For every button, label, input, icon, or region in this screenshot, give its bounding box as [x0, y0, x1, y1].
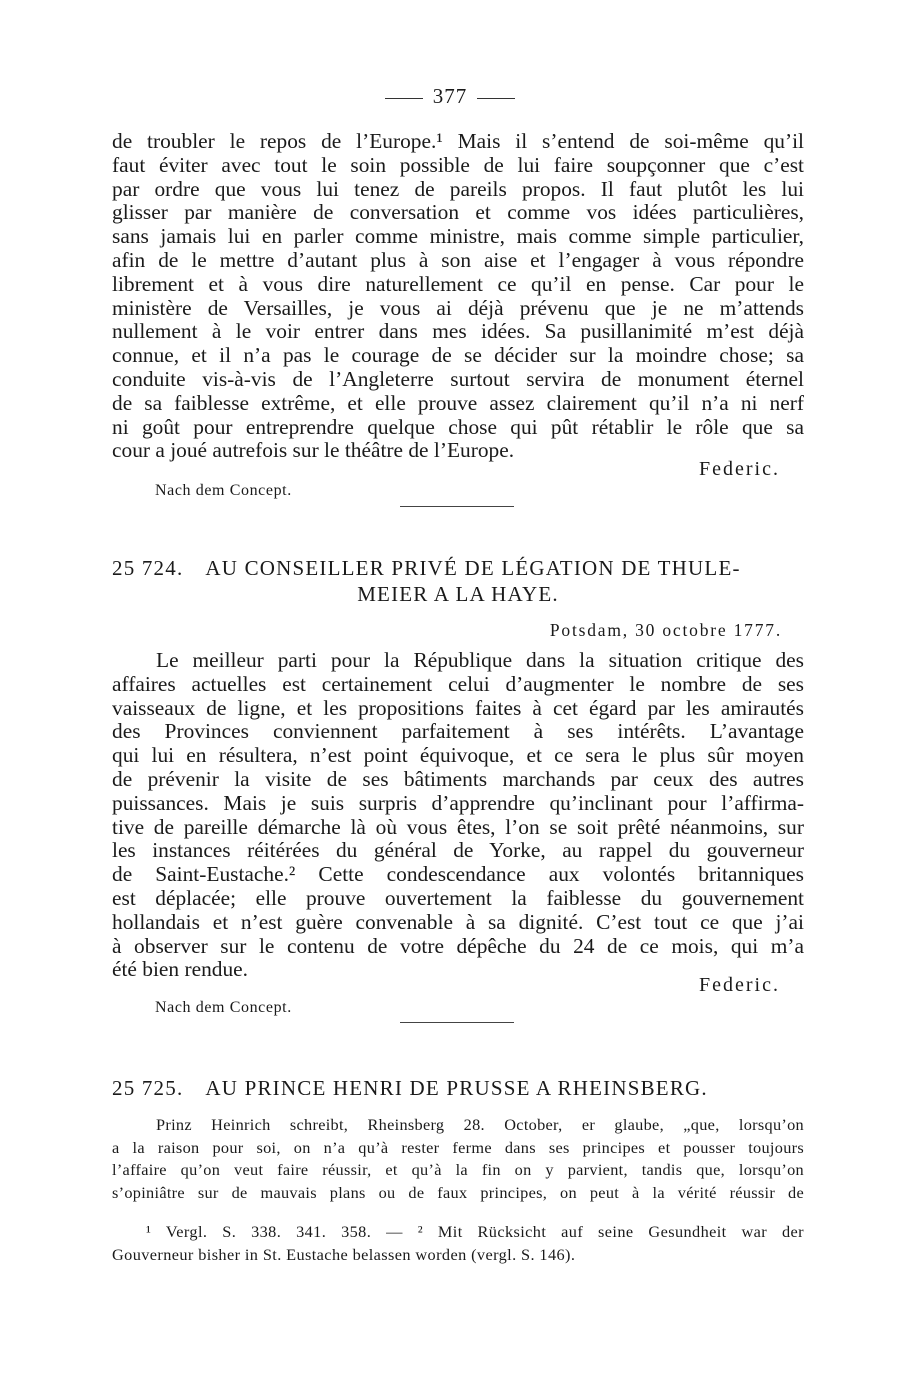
text-line: l’affaire qu’on veut faire réussir, et qu’à la fin on y parvient, tandis que, lorsqu’on [112, 1160, 804, 1180]
footnote-line: ¹ Vergl. S. 338. 341. 358. — ² Mit Rücksicht auf seine Gesundheit war der [146, 1222, 804, 1241]
text-line: les instances réitérées du général de Yorke, au rappel du gouverneur [112, 838, 804, 863]
footnotes [112, 1220, 804, 1266]
text-line: Prinz Heinrich schreibt, Rheinsberg 28. October, er glaube, „que, lorsqu’on [156, 1115, 804, 1134]
letter-2-heading [112, 556, 804, 607]
letter-1-signature: Federic. [699, 458, 780, 480]
letter-3-summary [112, 1114, 804, 1205]
text-line: été bien rendue. [112, 957, 248, 982]
page-number [0, 84, 900, 109]
text-line: nullement à le voir entrer dans mes idées. Sa pusillanimité m’est déjà [112, 319, 804, 344]
letter-heading-line2: MEIER A LA HAYE. [357, 582, 559, 606]
footnote-line: Gouverneur bisher in St. Eustache belassen worden (vergl. S. 146). [112, 1245, 576, 1264]
text-line: ni goût pour entreprendre quelque chose qui pût rétablir le rôle que sa [112, 414, 804, 439]
text-line: a la raison pour soi, on n’a qu’à rester ferme dans ses principes et pousser toujours [112, 1137, 804, 1157]
text-line: est déplacée; elle prouve ouvertement la faiblesse du gouvernement [112, 885, 804, 910]
page-number-rule-left [385, 98, 423, 99]
text-line: tive de pareille démarche là où vous êtes, l’on se soit prêté néanmoins, sur [112, 814, 804, 839]
text-line: de Saint-Eustache.² Cette condescendance aux volontés britanniques [112, 862, 804, 887]
text-line: afin de le mettre d’autant plus à son aise et l’engager à vous répondre [112, 247, 804, 272]
letter-number: 25 725. [112, 1076, 184, 1100]
letter-heading-line1: AU PRINCE HENRI DE PRUSSE A RHEINSBERG. [205, 1076, 708, 1100]
text-line: par ordre que vous lui tenez de pareils propos. Il faut plutôt les lui [112, 176, 804, 201]
letter-heading-line1: AU CONSEILLER PRIVÉ DE LÉGATION DE THULE- [205, 556, 741, 580]
letter-3-heading [112, 1076, 804, 1101]
letter-2-signature: Federic. [699, 974, 780, 996]
text-line: de troubler le repos de l’Europe.¹ Mais il s’entend de soi-même qu’il [112, 129, 804, 153]
page-number-rule-right [477, 98, 515, 99]
text-line: affaires actuelles est certainement celui d’augmenter le nombre de ses [112, 671, 804, 696]
text-line: de prévenir la visite de ses bâtiments marchands par ceux des autres [112, 766, 804, 791]
letter-2-body [112, 649, 804, 982]
text-line: connue, et il n’a pas le courage de se décider sur la moindre chose; sa [112, 343, 804, 368]
text-line: de sa faiblesse extrême, et elle prouve assez clairement qu’il n’a ni nerf [112, 390, 804, 415]
text-line: librement et à vous dire naturellement ce qu’il en pense. Car pour le [112, 271, 804, 296]
text-line: Le meilleur parti pour la République dans la situation critique des [156, 648, 804, 672]
letter-2-source-note: Nach dem Concept. [155, 999, 292, 1016]
text-line: s’opiniâtre sur de mauvais plans ou de faux principes, on peut à la vérité réussir de [112, 1183, 804, 1203]
text-line: à observer sur le contenu de votre dépêche du 24 de ce mois, qui m’a [112, 933, 804, 958]
text-line: hollandais et n’est guère convenable à sa dignité. C’est tout ce que j’ai [112, 909, 804, 934]
text-line: cour a joué autrefois sur le théâtre de l’Europe. [112, 438, 515, 463]
text-line: puissances. Mais je suis surpris d’apprendre qu’inclinant pour l’affirma- [112, 790, 804, 815]
text-line: sans jamais lui en parler comme ministre, mais comme simple particulier, [112, 224, 804, 249]
text-line: vaisseaux de ligne, et les propositions faites à cet égard par les amirautés [112, 695, 804, 720]
letter-number: 25 724. [112, 556, 184, 580]
section-divider [400, 1022, 514, 1023]
text-line: qui lui en résultera, n’est point équivoque, et ce sera le plus sûr moyen [112, 743, 804, 768]
text-line: ministère de Versailles, je vous ai déjà prévenu que je ne m’attends [112, 295, 804, 320]
text-line: faut éviter avec tout le soin possible de lui faire soupçonner que c’est [112, 152, 804, 177]
letter-1-source-note: Nach dem Concept. [155, 482, 292, 499]
text-line: conduite vis-à-vis de l’Angleterre surtout servira de monument éternel [112, 366, 804, 391]
page-number-text: 377 [432, 84, 468, 108]
letter-2-dateline: Potsdam, 30 octobre 1777. [549, 620, 782, 640]
text-line: glisser par manière de conversation et comme vos idées particulières, [112, 200, 804, 225]
text-line: des Provinces conviennent parfaitement à ses intérêts. L’avantage [112, 719, 804, 744]
letter-1-body [112, 130, 804, 463]
section-divider [400, 506, 514, 507]
